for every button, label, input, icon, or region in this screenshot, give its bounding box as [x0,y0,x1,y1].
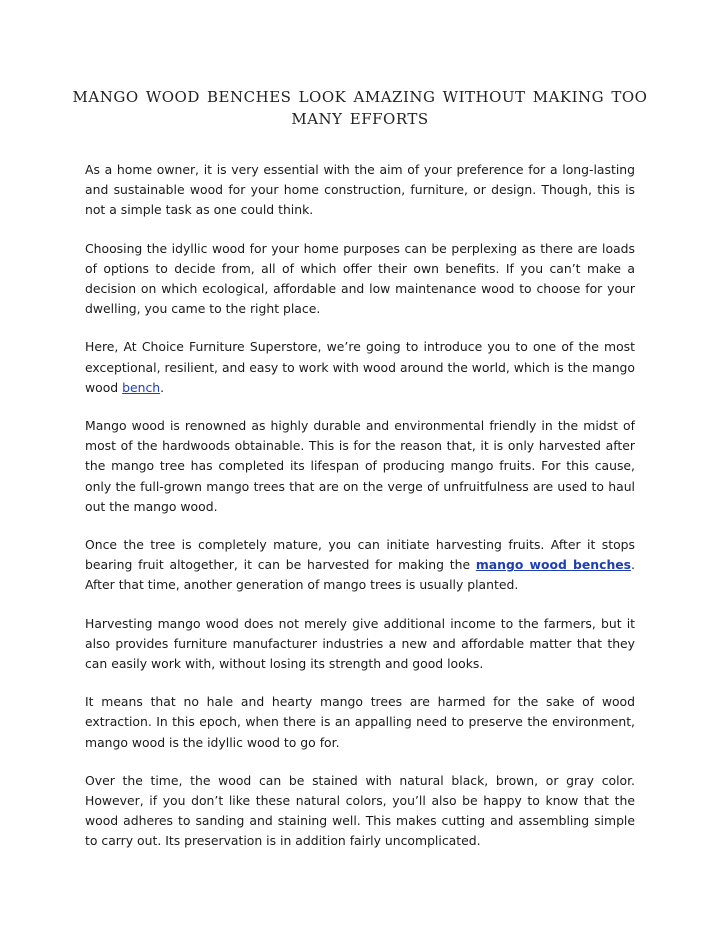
article-body [85,160,635,870]
paragraph-3 [85,337,635,398]
paragraph-5-end: . After that time, another generation of mango trees is usually planted. [85,557,635,593]
paragraph-3-end: . [160,379,165,395]
paragraph-5 [85,535,635,596]
paragraph-8: Over the time, the wood can be stained with natural black, brown, or gray color. However, if you don’t like these natural colors, you’ll also be happy to know that the wood adheres to sanding and staining well. This makes cutting and assembling simple to carry out. Its preservation is in addition fairly uncomplicated. [85,772,635,849]
paragraph-6: Harvesting mango wood does not merely give additional income to the farmers, but it also provides furniture manufacturer industries a new and affordable matter that they can easily work with, without losing its strength and good looks. [85,615,635,672]
paragraph-5-text: Once the tree is completely mature, you can initiate harvesting fruits. After it stops bearing fruit altogether, it can be harvested for making the [85,537,635,573]
page-title: mango wood benches look amazing without making too many efforts [72,83,648,129]
bench-link[interactable]: bench [122,379,161,395]
paragraph-3-text: Here, At Choice Furniture Superstore, we’re going to introduce you to one of the most exceptional, resilient, and easy to work with wood around the world, which is the mango wood [85,339,635,395]
mango-wood-benches-link[interactable]: mango wood benches [475,557,632,573]
paragraph-4: Mango wood is renowned as highly durable and environmental friendly in the midst of most of the hardwoods obtainable. This is for the reason that, it is only harvested after the mango tree has completed its lifespan of producing mango fruits. For this cause, only the full-grown mango trees that are on the verge of unfruitfulness are used to haul out the mango wood. [85,418,635,514]
paragraph-7: It means that no hale and hearty mango trees are harmed for the sake of wood extraction. In this epoch, when there is an appalling need to preserve the environment, mango wood is the idyllic wood to go for. [85,694,635,750]
paragraph-1: As a home owner, it is very essential with the aim of your preference for a long-lasting and sustainable wood for your home construction, furniture, or design. Though, this is not a simple task as one could think. [85,162,635,218]
paragraph-2: Choosing the idyllic wood for your home purposes can be perplexing as there are loads of options to decide from, all of which offer their own benefits. If you can’t make a decision on which ecological, affordable and low maintenance wood to choose for your dwelling, you came to the right place. [85,240,635,317]
